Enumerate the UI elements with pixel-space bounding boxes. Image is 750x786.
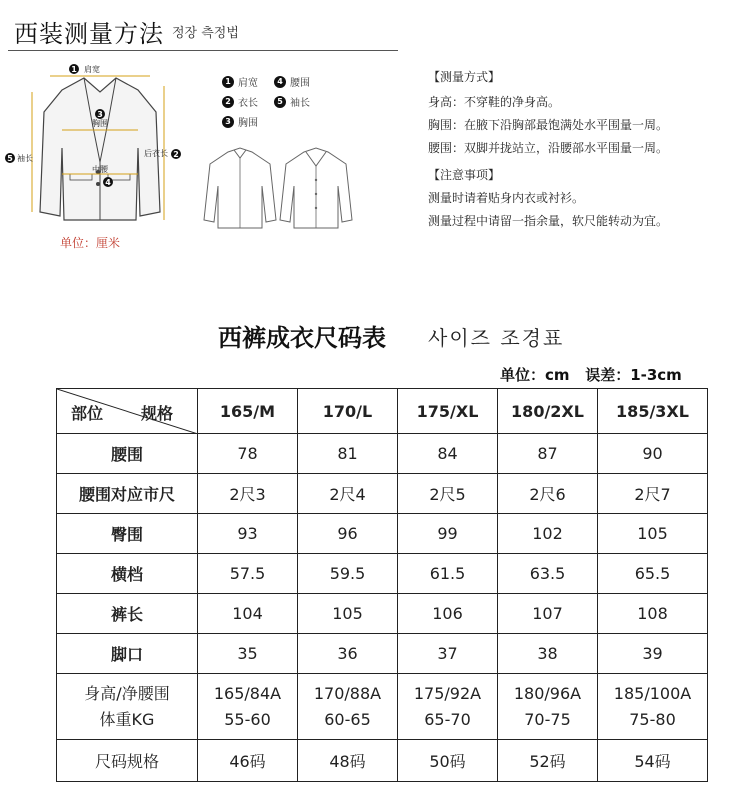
table-cell: 50码: [398, 740, 498, 782]
table-cell: 52码: [498, 740, 598, 782]
legend-item: [274, 94, 310, 109]
table-row-body: [57, 674, 708, 740]
row-label: [57, 674, 198, 740]
table-cell: 37: [398, 634, 498, 674]
legend-label: 衣长: [238, 98, 258, 109]
table-cell: 104: [198, 594, 298, 634]
method-chest: 胸围：在腋下沿胸部最饱满处水平围量一周。: [428, 118, 669, 132]
table-cell: 102: [498, 514, 598, 554]
marker-3: 3: [97, 110, 103, 119]
method-heading: 【测量方式】: [428, 70, 501, 84]
table-cell: 36: [298, 634, 398, 674]
legend-number: 1: [222, 76, 234, 88]
size-table: [56, 388, 708, 782]
note-2: 测量过程中请留一指余量，软尺能转动为宜。: [428, 214, 669, 228]
size-header: 170/L: [298, 389, 398, 434]
table-cell: 61.5: [398, 554, 498, 594]
table-cell: 48码: [298, 740, 398, 782]
table-cell: 108: [598, 594, 708, 634]
table-row: [57, 594, 708, 634]
row-label-line1: 身高/净腰围: [84, 683, 170, 703]
table-title: 西裤成衣尺码表: [218, 324, 386, 352]
shirt-sketch-front: [200, 146, 280, 232]
table-cell: 107: [498, 594, 598, 634]
page-subtitle: 정장 측정법: [172, 26, 239, 41]
marker-2: 2: [173, 150, 179, 159]
body-value: 175/92A: [413, 683, 482, 703]
table-row: [57, 514, 708, 554]
table-cell: 2尺6: [498, 474, 598, 514]
row-label: 横档: [57, 554, 198, 594]
label-length: 后衣长: [144, 149, 168, 158]
legend-number: 5: [274, 96, 286, 108]
jacket-measurement-diagram: [0, 52, 200, 232]
weight-value: 70-75: [524, 709, 571, 729]
table-cell: 106: [398, 594, 498, 634]
legend-item: [222, 94, 258, 109]
legend-label: 袖长: [290, 98, 310, 109]
marker-4: 4: [105, 178, 111, 187]
table-cell: 78: [198, 434, 298, 474]
table-cell: 54码: [598, 740, 708, 782]
row-label-line2: 体重KG: [99, 709, 155, 729]
label-sleeve: 袖长: [17, 154, 33, 163]
legend-item: [222, 74, 258, 89]
row-label: 尺码规格: [57, 740, 198, 782]
legend-item: [274, 74, 310, 89]
table-cell: [198, 674, 298, 740]
page-title: 西装测量方法: [14, 20, 164, 48]
legend-label: 肩宽: [238, 78, 258, 89]
header-divider: [8, 50, 398, 51]
table-cell: 2尺5: [398, 474, 498, 514]
table-cell: 105: [298, 594, 398, 634]
unit-tolerance: 单位：cm 误差：1-3cm: [500, 366, 682, 384]
table-row: [57, 474, 708, 514]
weight-value: 55-60: [224, 709, 271, 729]
corner-right-label: 规格: [141, 404, 174, 423]
weight-value: 65-70: [424, 709, 471, 729]
shirt-sketch-back: [276, 146, 356, 232]
marker-1: 1: [71, 65, 77, 74]
row-label: 脚口: [57, 634, 198, 674]
table-header-row: [57, 389, 708, 434]
table-cell: 90: [598, 434, 708, 474]
table-cell: 57.5: [198, 554, 298, 594]
table-cell: 99: [398, 514, 498, 554]
marker-5: 5: [7, 154, 13, 163]
method-height: 身高：不穿鞋的净身高。: [428, 95, 561, 109]
note-1: 测量时请着贴身内衣或衬衫。: [428, 191, 585, 205]
size-header: 185/3XL: [598, 389, 708, 434]
legend-label: 腰围: [290, 78, 310, 89]
legend-number: 3: [222, 116, 234, 128]
table-cell: 87: [498, 434, 598, 474]
table-cell: [498, 674, 598, 740]
table-cell: 39: [598, 634, 708, 674]
table-cell: 65.5: [598, 554, 708, 594]
table-row: [57, 634, 708, 674]
table-title-korean: 사이즈 조경표: [428, 326, 565, 350]
table-row: [57, 554, 708, 594]
table-cell: 35: [198, 634, 298, 674]
corner-left-label: 部位: [71, 404, 104, 423]
table-cell: 2尺7: [598, 474, 708, 514]
table-cell: 2尺4: [298, 474, 398, 514]
row-label: 臀围: [57, 514, 198, 554]
size-header: 180/2XL: [498, 389, 598, 434]
weight-value: 60-65: [324, 709, 371, 729]
table-row: [57, 434, 708, 474]
table-cell: 96: [298, 514, 398, 554]
body-value: 165/84A: [213, 683, 282, 703]
label-chest: 胸围: [92, 119, 108, 128]
label-shoulder: 肩宽: [84, 65, 100, 74]
row-label: 腰围对应市尺: [57, 474, 198, 514]
table-cell: 93: [198, 514, 298, 554]
table-cell: 46码: [198, 740, 298, 782]
body-value: 170/88A: [313, 683, 382, 703]
body-value: 180/96A: [513, 683, 582, 703]
table-cell: 105: [598, 514, 708, 554]
table-cell: 59.5: [298, 554, 398, 594]
table-row: [57, 740, 708, 782]
body-value: 185/100A: [613, 683, 692, 703]
weight-value: 75-80: [629, 709, 676, 729]
label-waist: 中腰: [92, 165, 108, 174]
row-label: 腰围: [57, 434, 198, 474]
legend-item: [222, 114, 258, 129]
table-cell: 63.5: [498, 554, 598, 594]
table-cell: 38: [498, 634, 598, 674]
legend-number: 2: [222, 96, 234, 108]
legend-label: 胸围: [238, 118, 258, 129]
size-header: 175/XL: [398, 389, 498, 434]
method-waist: 腰围：双脚并拢站立，沿腰部水平围量一周。: [428, 141, 669, 155]
diagram-unit: 单位：厘米: [60, 236, 121, 250]
table-cell: 81: [298, 434, 398, 474]
table-cell: [598, 674, 708, 740]
notes-heading: 【注意事项】: [428, 168, 501, 182]
table-cell: 2尺3: [198, 474, 298, 514]
legend-number: 4: [274, 76, 286, 88]
table-cell: 84: [398, 434, 498, 474]
size-header: 165/M: [198, 389, 298, 434]
row-label: 裤长: [57, 594, 198, 634]
table-cell: [298, 674, 398, 740]
table-cell: [398, 674, 498, 740]
corner-header: [57, 389, 198, 434]
